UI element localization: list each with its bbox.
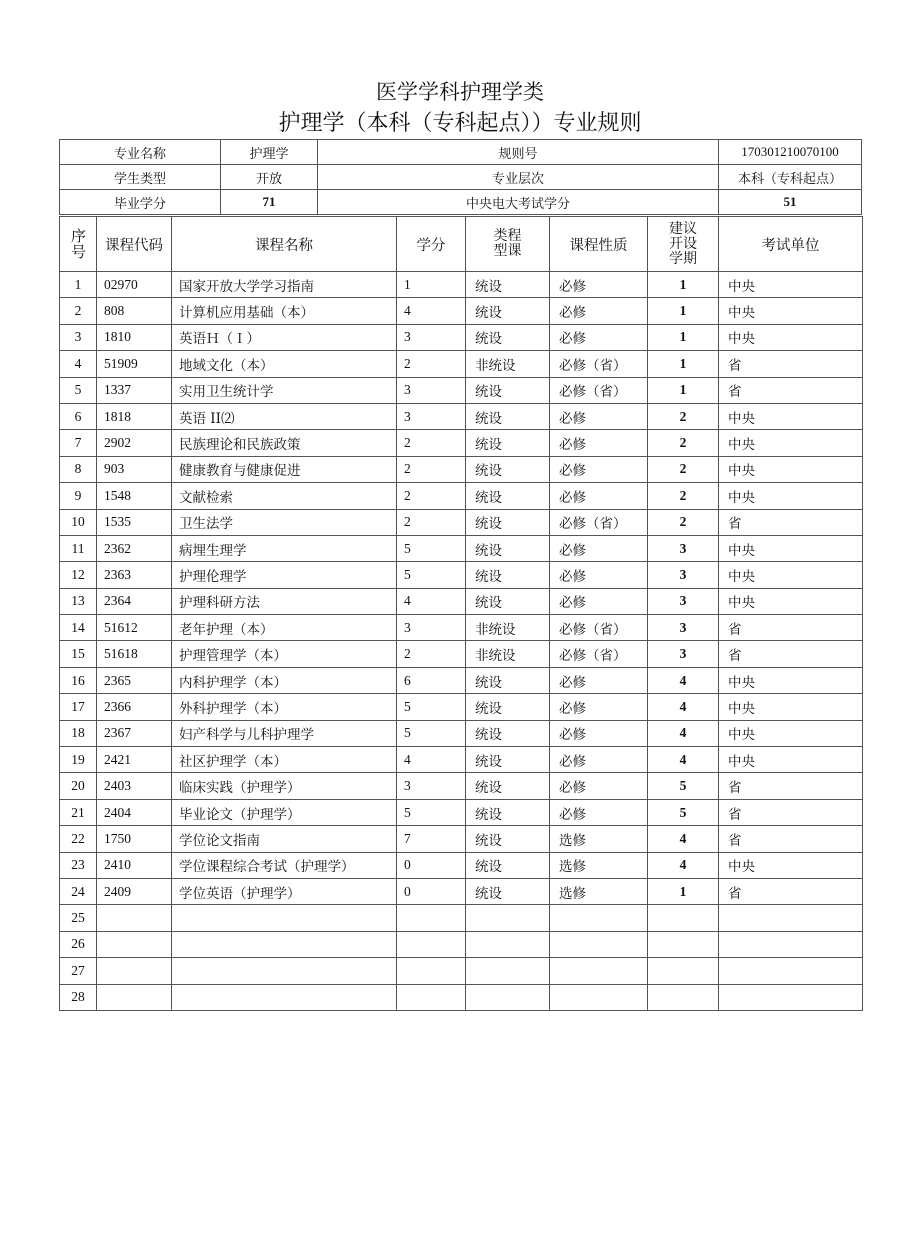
- table-row: [60, 852, 863, 878]
- course-unit: 省: [719, 377, 863, 403]
- table-row: [60, 878, 863, 904]
- course-name: 妇产科学与儿科护理学: [172, 720, 397, 746]
- course-code: 2403: [97, 773, 172, 799]
- course-name: 学位论文指南: [172, 826, 397, 852]
- course-idx: 27: [60, 958, 97, 984]
- header-credits: 学分: [397, 217, 466, 272]
- course-semester: 1: [648, 272, 719, 298]
- course-idx: 12: [60, 562, 97, 588]
- course-semester: 4: [648, 747, 719, 773]
- table-row: [60, 351, 863, 377]
- course-semester: 4: [648, 826, 719, 852]
- course-code: 51909: [97, 351, 172, 377]
- course-code: 1337: [97, 377, 172, 403]
- course-idx: 25: [60, 905, 97, 931]
- course-idx: 17: [60, 694, 97, 720]
- course-idx: 5: [60, 377, 97, 403]
- course-code: 2404: [97, 799, 172, 825]
- rule-no-label: 规则号: [318, 140, 719, 165]
- table-row: [60, 324, 863, 350]
- course-nature: [550, 984, 648, 1010]
- course-type: 统设: [466, 535, 550, 561]
- course-type: 统设: [466, 799, 550, 825]
- header-name: 课程名称: [172, 217, 397, 272]
- course-credits: [397, 958, 466, 984]
- table-row: [60, 747, 863, 773]
- course-name: 健康教育与健康促进: [172, 456, 397, 482]
- header-idx: 序号: [60, 217, 97, 272]
- course-name: 卫生法学: [172, 509, 397, 535]
- table-row: [60, 483, 863, 509]
- course-unit: 省: [719, 641, 863, 667]
- table-row: [60, 562, 863, 588]
- course-name: 护理科研方法: [172, 588, 397, 614]
- course-type: 非统设: [466, 351, 550, 377]
- course-type: [466, 931, 550, 957]
- course-idx: 9: [60, 483, 97, 509]
- course-unit: 中央: [719, 562, 863, 588]
- course-idx: 20: [60, 773, 97, 799]
- course-idx: 14: [60, 615, 97, 641]
- course-semester: 2: [648, 403, 719, 429]
- course-credits: 2: [397, 351, 466, 377]
- course-code: [97, 931, 172, 957]
- course-credits: 3: [397, 377, 466, 403]
- course-type: 非统设: [466, 641, 550, 667]
- course-semester: 3: [648, 615, 719, 641]
- course-type: 统设: [466, 562, 550, 588]
- table-row: [60, 272, 863, 298]
- course-credits: 2: [397, 483, 466, 509]
- course-unit: 省: [719, 615, 863, 641]
- course-type: 统设: [466, 720, 550, 746]
- course-unit: 省: [719, 773, 863, 799]
- course-nature: 必修: [550, 773, 648, 799]
- course-nature: 必修: [550, 562, 648, 588]
- course-idx: 18: [60, 720, 97, 746]
- student-type-label: 学生类型: [60, 165, 221, 190]
- course-credits: 2: [397, 456, 466, 482]
- course-idx: 6: [60, 403, 97, 429]
- info-row: [60, 140, 862, 165]
- course-type: 统设: [466, 483, 550, 509]
- program-info-table: [59, 139, 862, 215]
- table-row: [60, 694, 863, 720]
- course-nature: 必修: [550, 667, 648, 693]
- document-title: 医学学科护理学类: [376, 80, 544, 104]
- course-nature: 必修: [550, 694, 648, 720]
- course-type: 统设: [466, 773, 550, 799]
- course-idx: 22: [60, 826, 97, 852]
- course-code: 1750: [97, 826, 172, 852]
- header-type: 类程型课: [466, 217, 550, 272]
- course-credits: 5: [397, 720, 466, 746]
- course-name: 病埋生理学: [172, 535, 397, 561]
- course-semester: [648, 931, 719, 957]
- course-unit: 中央: [719, 403, 863, 429]
- course-code: 2362: [97, 535, 172, 561]
- course-semester: 2: [648, 456, 719, 482]
- course-credits: 3: [397, 403, 466, 429]
- course-credits: 4: [397, 588, 466, 614]
- grad-credits-value: 71: [221, 190, 318, 215]
- course-unit: 中央: [719, 852, 863, 878]
- header-nature: 课程性质: [550, 217, 648, 272]
- course-code: 2365: [97, 667, 172, 693]
- course-code: 1818: [97, 403, 172, 429]
- course-unit: 中央: [719, 694, 863, 720]
- course-name: 国家开放大学学习指南: [172, 272, 397, 298]
- course-semester: 1: [648, 298, 719, 324]
- course-semester: 1: [648, 878, 719, 904]
- course-name: [172, 958, 397, 984]
- course-type: [466, 984, 550, 1010]
- course-credits: 0: [397, 878, 466, 904]
- course-type: 统设: [466, 403, 550, 429]
- course-name: 实用卫生统计学: [172, 377, 397, 403]
- course-type: 统设: [466, 324, 550, 350]
- rule-no-value: 170301210070100: [719, 140, 862, 165]
- course-credits: 7: [397, 826, 466, 852]
- course-type: 统设: [466, 298, 550, 324]
- course-nature: 必修: [550, 324, 648, 350]
- course-nature: 必修: [550, 483, 648, 509]
- course-code: [97, 984, 172, 1010]
- course-type: 统设: [466, 878, 550, 904]
- course-unit: 中央: [719, 430, 863, 456]
- course-semester: 4: [648, 694, 719, 720]
- course-code: 2409: [97, 878, 172, 904]
- course-code: 1548: [97, 483, 172, 509]
- course-nature: 必修（省）: [550, 351, 648, 377]
- course-semester: 4: [648, 720, 719, 746]
- table-row: [60, 641, 863, 667]
- header-semester: 建议开设学期: [648, 217, 719, 272]
- course-credits: 3: [397, 773, 466, 799]
- course-type: 统设: [466, 694, 550, 720]
- course-semester: 3: [648, 588, 719, 614]
- course-code: 02970: [97, 272, 172, 298]
- course-code: 51618: [97, 641, 172, 667]
- course-type: 非统设: [466, 615, 550, 641]
- table-row: [60, 773, 863, 799]
- course-unit: 省: [719, 878, 863, 904]
- student-type-value: 开放: [221, 165, 318, 190]
- course-idx: 3: [60, 324, 97, 350]
- course-name: 英语 II⑵: [172, 403, 397, 429]
- course-idx: 16: [60, 667, 97, 693]
- course-nature: 必修: [550, 588, 648, 614]
- course-credits: 5: [397, 694, 466, 720]
- table-row: [60, 931, 863, 957]
- course-credits: 2: [397, 641, 466, 667]
- course-nature: [550, 905, 648, 931]
- course-code: [97, 905, 172, 931]
- table-row: [60, 826, 863, 852]
- course-credits: [397, 984, 466, 1010]
- course-type: [466, 958, 550, 984]
- course-code: 2421: [97, 747, 172, 773]
- table-row: [60, 588, 863, 614]
- course-type: 统设: [466, 826, 550, 852]
- course-nature: 必修: [550, 747, 648, 773]
- course-semester: 1: [648, 377, 719, 403]
- course-type: 统设: [466, 667, 550, 693]
- course-nature: 必修（省）: [550, 641, 648, 667]
- course-unit: 中央: [719, 588, 863, 614]
- course-code: 1810: [97, 324, 172, 350]
- course-type: 统设: [466, 456, 550, 482]
- course-type: 统设: [466, 430, 550, 456]
- course-type: 统设: [466, 509, 550, 535]
- table-row: [60, 958, 863, 984]
- course-unit: 省: [719, 351, 863, 377]
- course-idx: 10: [60, 509, 97, 535]
- course-nature: 必修: [550, 720, 648, 746]
- course-credits: 3: [397, 615, 466, 641]
- info-row: [60, 190, 862, 215]
- course-credits: [397, 905, 466, 931]
- course-type: [466, 905, 550, 931]
- course-unit: 中央: [719, 456, 863, 482]
- course-type: 统设: [466, 377, 550, 403]
- table-row: [60, 509, 863, 535]
- course-name: 外科护理学（本）: [172, 694, 397, 720]
- course-credits: 4: [397, 298, 466, 324]
- course-code: 2363: [97, 562, 172, 588]
- course-name: [172, 905, 397, 931]
- course-credits: 4: [397, 747, 466, 773]
- course-name: 社区护理学（本）: [172, 747, 397, 773]
- course-unit: 中央: [719, 535, 863, 561]
- info-row: [60, 165, 862, 190]
- course-idx: 24: [60, 878, 97, 904]
- course-idx: 21: [60, 799, 97, 825]
- course-semester: 1: [648, 324, 719, 350]
- course-credits: 2: [397, 509, 466, 535]
- course-nature: 选修: [550, 826, 648, 852]
- level-label: 专业层次: [318, 165, 719, 190]
- course-idx: 7: [60, 430, 97, 456]
- course-credits: 5: [397, 562, 466, 588]
- table-row: [60, 667, 863, 693]
- table-row: [60, 403, 863, 429]
- course-table-body: [60, 272, 863, 1011]
- grad-credits-label: 毕业学分: [60, 190, 221, 215]
- course-name: 计算机应用基础（本）: [172, 298, 397, 324]
- table-row: [60, 799, 863, 825]
- course-code: [97, 958, 172, 984]
- course-idx: 11: [60, 535, 97, 561]
- course-semester: 4: [648, 667, 719, 693]
- course-nature: [550, 958, 648, 984]
- course-name: 毕业论文（护理学）: [172, 799, 397, 825]
- course-table-header: [60, 217, 863, 272]
- table-row: [60, 905, 863, 931]
- course-nature: 必修（省）: [550, 377, 648, 403]
- course-name: 内科护理学（本）: [172, 667, 397, 693]
- course-name: [172, 931, 397, 957]
- course-type: 统设: [466, 272, 550, 298]
- course-semester: [648, 958, 719, 984]
- course-semester: [648, 984, 719, 1010]
- course-idx: 8: [60, 456, 97, 482]
- course-code: 2410: [97, 852, 172, 878]
- course-nature: 必修（省）: [550, 615, 648, 641]
- course-semester: 3: [648, 562, 719, 588]
- table-row: [60, 430, 863, 456]
- course-unit: [719, 931, 863, 957]
- course-code: 51612: [97, 615, 172, 641]
- course-semester: 3: [648, 641, 719, 667]
- course-code: 808: [97, 298, 172, 324]
- header-code: 课程代码: [97, 217, 172, 272]
- course-semester: 1: [648, 351, 719, 377]
- course-idx: 1: [60, 272, 97, 298]
- course-name: 护理管理学（本）: [172, 641, 397, 667]
- course-name: 英语Ｈ（Ｉ）: [172, 324, 397, 350]
- course-credits: 5: [397, 799, 466, 825]
- course-semester: 2: [648, 430, 719, 456]
- course-name: 学位英语（护理学）: [172, 878, 397, 904]
- course-type: 统设: [466, 852, 550, 878]
- course-idx: 4: [60, 351, 97, 377]
- course-unit: 中央: [719, 272, 863, 298]
- course-unit: 省: [719, 509, 863, 535]
- course-nature: 必修: [550, 799, 648, 825]
- level-value: 本科（专科起点）: [719, 165, 862, 190]
- course-unit: [719, 905, 863, 931]
- course-name: 民族理论和民族政策: [172, 430, 397, 456]
- course-idx: 26: [60, 931, 97, 957]
- course-nature: 必修: [550, 272, 648, 298]
- course-unit: 中央: [719, 667, 863, 693]
- course-code: 903: [97, 456, 172, 482]
- course-credits: 2: [397, 430, 466, 456]
- course-credits: 3: [397, 324, 466, 350]
- course-code: 2366: [97, 694, 172, 720]
- course-credits: [397, 931, 466, 957]
- course-name: 地域文化（本）: [172, 351, 397, 377]
- course-code: 2367: [97, 720, 172, 746]
- course-name: [172, 984, 397, 1010]
- course-semester: 5: [648, 799, 719, 825]
- course-nature: [550, 931, 648, 957]
- course-unit: 中央: [719, 298, 863, 324]
- course-idx: 2: [60, 298, 97, 324]
- course-credits: 6: [397, 667, 466, 693]
- course-unit: 中央: [719, 747, 863, 773]
- table-row: [60, 615, 863, 641]
- course-semester: 5: [648, 773, 719, 799]
- table-row: [60, 984, 863, 1010]
- course-unit: [719, 984, 863, 1010]
- central-credits-value: 51: [719, 190, 862, 215]
- major-name-value: 护理学: [221, 140, 318, 165]
- course-nature: 必修: [550, 298, 648, 324]
- major-name-label: 专业名称: [60, 140, 221, 165]
- header-unit: 考试单位: [719, 217, 863, 272]
- course-code: 1535: [97, 509, 172, 535]
- course-semester: 3: [648, 535, 719, 561]
- course-nature: 必修: [550, 403, 648, 429]
- course-nature: 必修: [550, 430, 648, 456]
- course-unit: 省: [719, 826, 863, 852]
- course-nature: 必修: [550, 456, 648, 482]
- table-row: [60, 298, 863, 324]
- course-credits: 5: [397, 535, 466, 561]
- course-idx: 23: [60, 852, 97, 878]
- course-idx: 19: [60, 747, 97, 773]
- course-credits: 1: [397, 272, 466, 298]
- course-unit: [719, 958, 863, 984]
- course-name: 文献检索: [172, 483, 397, 509]
- table-row: [60, 720, 863, 746]
- course-type: 统设: [466, 588, 550, 614]
- course-unit: 中央: [719, 720, 863, 746]
- course-idx: 13: [60, 588, 97, 614]
- course-name: 老年护理（本）: [172, 615, 397, 641]
- course-idx: 15: [60, 641, 97, 667]
- course-nature: 选修: [550, 878, 648, 904]
- course-unit: 中央: [719, 483, 863, 509]
- course-nature: 必修（省）: [550, 509, 648, 535]
- course-code: 2902: [97, 430, 172, 456]
- course-semester: 2: [648, 509, 719, 535]
- course-name: 临床实践（护理学）: [172, 773, 397, 799]
- document-subtitle: 护理学（本科（专科起点））专业规则: [278, 111, 642, 136]
- course-unit: 中央: [719, 324, 863, 350]
- course-nature: 必修: [550, 535, 648, 561]
- course-idx: 28: [60, 984, 97, 1010]
- course-credits: 0: [397, 852, 466, 878]
- course-code: 2364: [97, 588, 172, 614]
- course-semester: 2: [648, 483, 719, 509]
- course-semester: 4: [648, 852, 719, 878]
- course-type: 统设: [466, 747, 550, 773]
- course-unit: 省: [719, 799, 863, 825]
- central-credits-label: 中央电大考试学分: [318, 190, 719, 215]
- table-row: [60, 456, 863, 482]
- table-row: [60, 535, 863, 561]
- course-name: 护理伦理学: [172, 562, 397, 588]
- course-semester: [648, 905, 719, 931]
- table-row: [60, 377, 863, 403]
- course-table: [59, 216, 863, 1011]
- course-name: 学位课程综合考试（护理学）: [172, 852, 397, 878]
- course-nature: 选修: [550, 852, 648, 878]
